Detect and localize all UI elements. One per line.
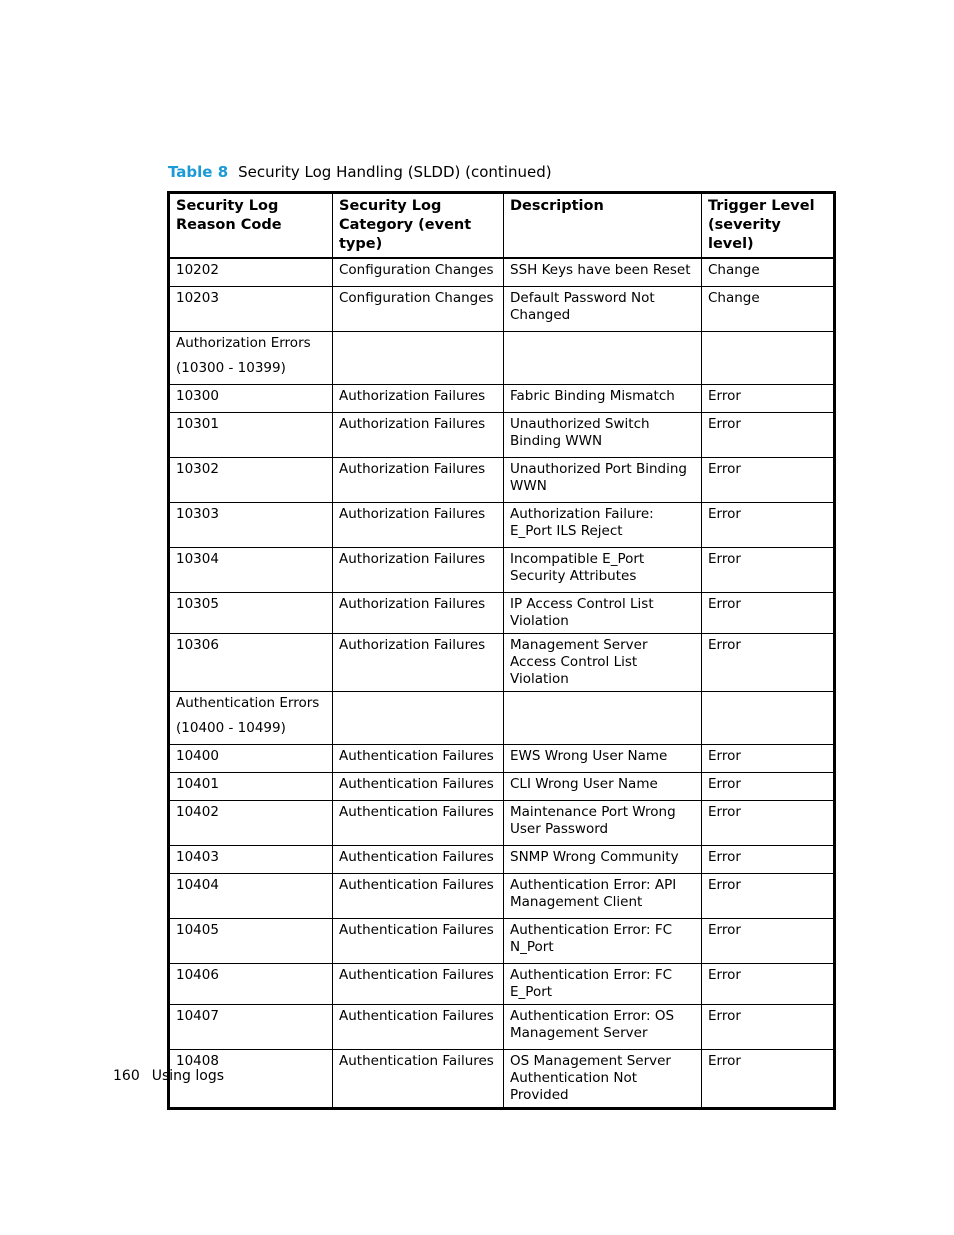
table-row [169, 548, 835, 593]
cell-level: Error [702, 964, 835, 1005]
table-row [169, 964, 835, 1005]
table-row [169, 1005, 835, 1050]
cell-description: IP Access Control List Violation [504, 593, 702, 634]
cell-level: Error [702, 801, 835, 846]
cell-description: Authentication Error: API Management Client [504, 874, 702, 919]
table-row [169, 745, 835, 773]
cell-code: 10306 [169, 634, 333, 692]
table-number: Table 8 [168, 163, 229, 181]
cell-description: OS Management Server Authentication Not Provided [504, 1050, 702, 1109]
table-row [169, 874, 835, 919]
cell-code: 10408 [169, 1050, 333, 1109]
cell-code: 10404 [169, 874, 333, 919]
cell-description: Authorization Failure: E_Port ILS Reject [504, 503, 702, 548]
cell-code: 10300 [169, 385, 333, 413]
header-trigger-level: Trigger Level (severity level) [702, 193, 835, 259]
page-number: 160 [113, 1068, 140, 1084]
cell-code: 10406 [169, 964, 333, 1005]
cell-description: Management Server Access Control List Violation [504, 634, 702, 692]
cell-description: EWS Wrong User Name [504, 745, 702, 773]
table-row [169, 846, 835, 874]
table-row [169, 593, 835, 634]
empty-cell [504, 692, 702, 745]
cell-category: Authorization Failures [333, 413, 504, 458]
table-row [169, 634, 835, 692]
page-footer [113, 1067, 224, 1085]
cell-code: 10302 [169, 458, 333, 503]
table-row [169, 1050, 835, 1109]
header-description: Description [504, 193, 702, 259]
cell-category: Authentication Failures [333, 874, 504, 919]
cell-level: Error [702, 773, 835, 801]
empty-cell [702, 332, 835, 385]
cell-category: Authorization Failures [333, 634, 504, 692]
cell-level: Error [702, 593, 835, 634]
cell-category: Authentication Failures [333, 745, 504, 773]
cell-description: SSH Keys have been Reset [504, 258, 702, 287]
header-category: Security Log Category (event type) [333, 193, 504, 259]
empty-cell [702, 692, 835, 745]
table-row [169, 801, 835, 846]
table-row [169, 773, 835, 801]
table-row [169, 258, 835, 287]
cell-category: Authorization Failures [333, 458, 504, 503]
group-range: (10300 - 10399) [176, 360, 286, 376]
table-caption [168, 163, 552, 181]
cell-description: Authentication Error: OS Management Server [504, 1005, 702, 1050]
cell-level: Error [702, 458, 835, 503]
cell-category: Authentication Failures [333, 1005, 504, 1050]
cell-category: Authentication Failures [333, 846, 504, 874]
cell-category: Authentication Failures [333, 964, 504, 1005]
cell-level: Error [702, 385, 835, 413]
table-title: Security Log Handling (SLDD) (continued) [238, 163, 552, 181]
group-cell [169, 692, 333, 745]
cell-category: Authentication Failures [333, 1050, 504, 1109]
cell-code: 10303 [169, 503, 333, 548]
cell-code: 10403 [169, 846, 333, 874]
cell-description: Fabric Binding Mismatch [504, 385, 702, 413]
cell-category: Authentication Failures [333, 801, 504, 846]
footer-section: Using logs [151, 1068, 225, 1084]
empty-cell [333, 692, 504, 745]
cell-code: 10203 [169, 287, 333, 332]
cell-description: Unauthorized Port Binding WWN [504, 458, 702, 503]
cell-code: 10401 [169, 773, 333, 801]
group-row [169, 692, 835, 745]
cell-category: Authorization Failures [333, 548, 504, 593]
cell-level: Error [702, 919, 835, 964]
cell-description: Authentication Error: FC E_Port [504, 964, 702, 1005]
cell-description: Maintenance Port Wrong User Password [504, 801, 702, 846]
group-label: Authentication Errors [176, 695, 320, 711]
cell-category: Configuration Changes [333, 258, 504, 287]
table-row [169, 503, 835, 548]
cell-description: Unauthorized Switch Binding WWN [504, 413, 702, 458]
cell-code: 10402 [169, 801, 333, 846]
cell-category: Authorization Failures [333, 593, 504, 634]
cell-code: 10304 [169, 548, 333, 593]
cell-code: 10202 [169, 258, 333, 287]
cell-description: CLI Wrong User Name [504, 773, 702, 801]
table-row [169, 413, 835, 458]
cell-code: 10407 [169, 1005, 333, 1050]
cell-code: 10301 [169, 413, 333, 458]
cell-code: 10400 [169, 745, 333, 773]
table-row [169, 287, 835, 332]
table-row [169, 458, 835, 503]
cell-description: Authentication Error: FC N_Port [504, 919, 702, 964]
cell-category: Configuration Changes [333, 287, 504, 332]
cell-level: Error [702, 1005, 835, 1050]
cell-level: Error [702, 548, 835, 593]
table-row [169, 919, 835, 964]
cell-description: SNMP Wrong Community [504, 846, 702, 874]
cell-code: 10305 [169, 593, 333, 634]
cell-category: Authorization Failures [333, 503, 504, 548]
table-header-row [169, 193, 835, 259]
security-log-table [167, 191, 836, 1110]
group-label: Authorization Errors [176, 335, 311, 351]
cell-description: Incompatible E_Port Security Attributes [504, 548, 702, 593]
group-range: (10400 - 10499) [176, 720, 286, 736]
group-row [169, 332, 835, 385]
empty-cell [333, 332, 504, 385]
cell-level: Change [702, 258, 835, 287]
cell-level: Change [702, 287, 835, 332]
cell-level: Error [702, 634, 835, 692]
cell-level: Error [702, 874, 835, 919]
empty-cell [504, 332, 702, 385]
cell-level: Error [702, 413, 835, 458]
cell-level: Error [702, 1050, 835, 1109]
cell-category: Authorization Failures [333, 385, 504, 413]
cell-description: Default Password Not Changed [504, 287, 702, 332]
group-cell [169, 332, 333, 385]
cell-level: Error [702, 745, 835, 773]
table-row [169, 385, 835, 413]
cell-code: 10405 [169, 919, 333, 964]
cell-level: Error [702, 503, 835, 548]
cell-category: Authentication Failures [333, 919, 504, 964]
cell-level: Error [702, 846, 835, 874]
cell-category: Authentication Failures [333, 773, 504, 801]
header-reason-code: Security Log Reason Code [169, 193, 333, 259]
